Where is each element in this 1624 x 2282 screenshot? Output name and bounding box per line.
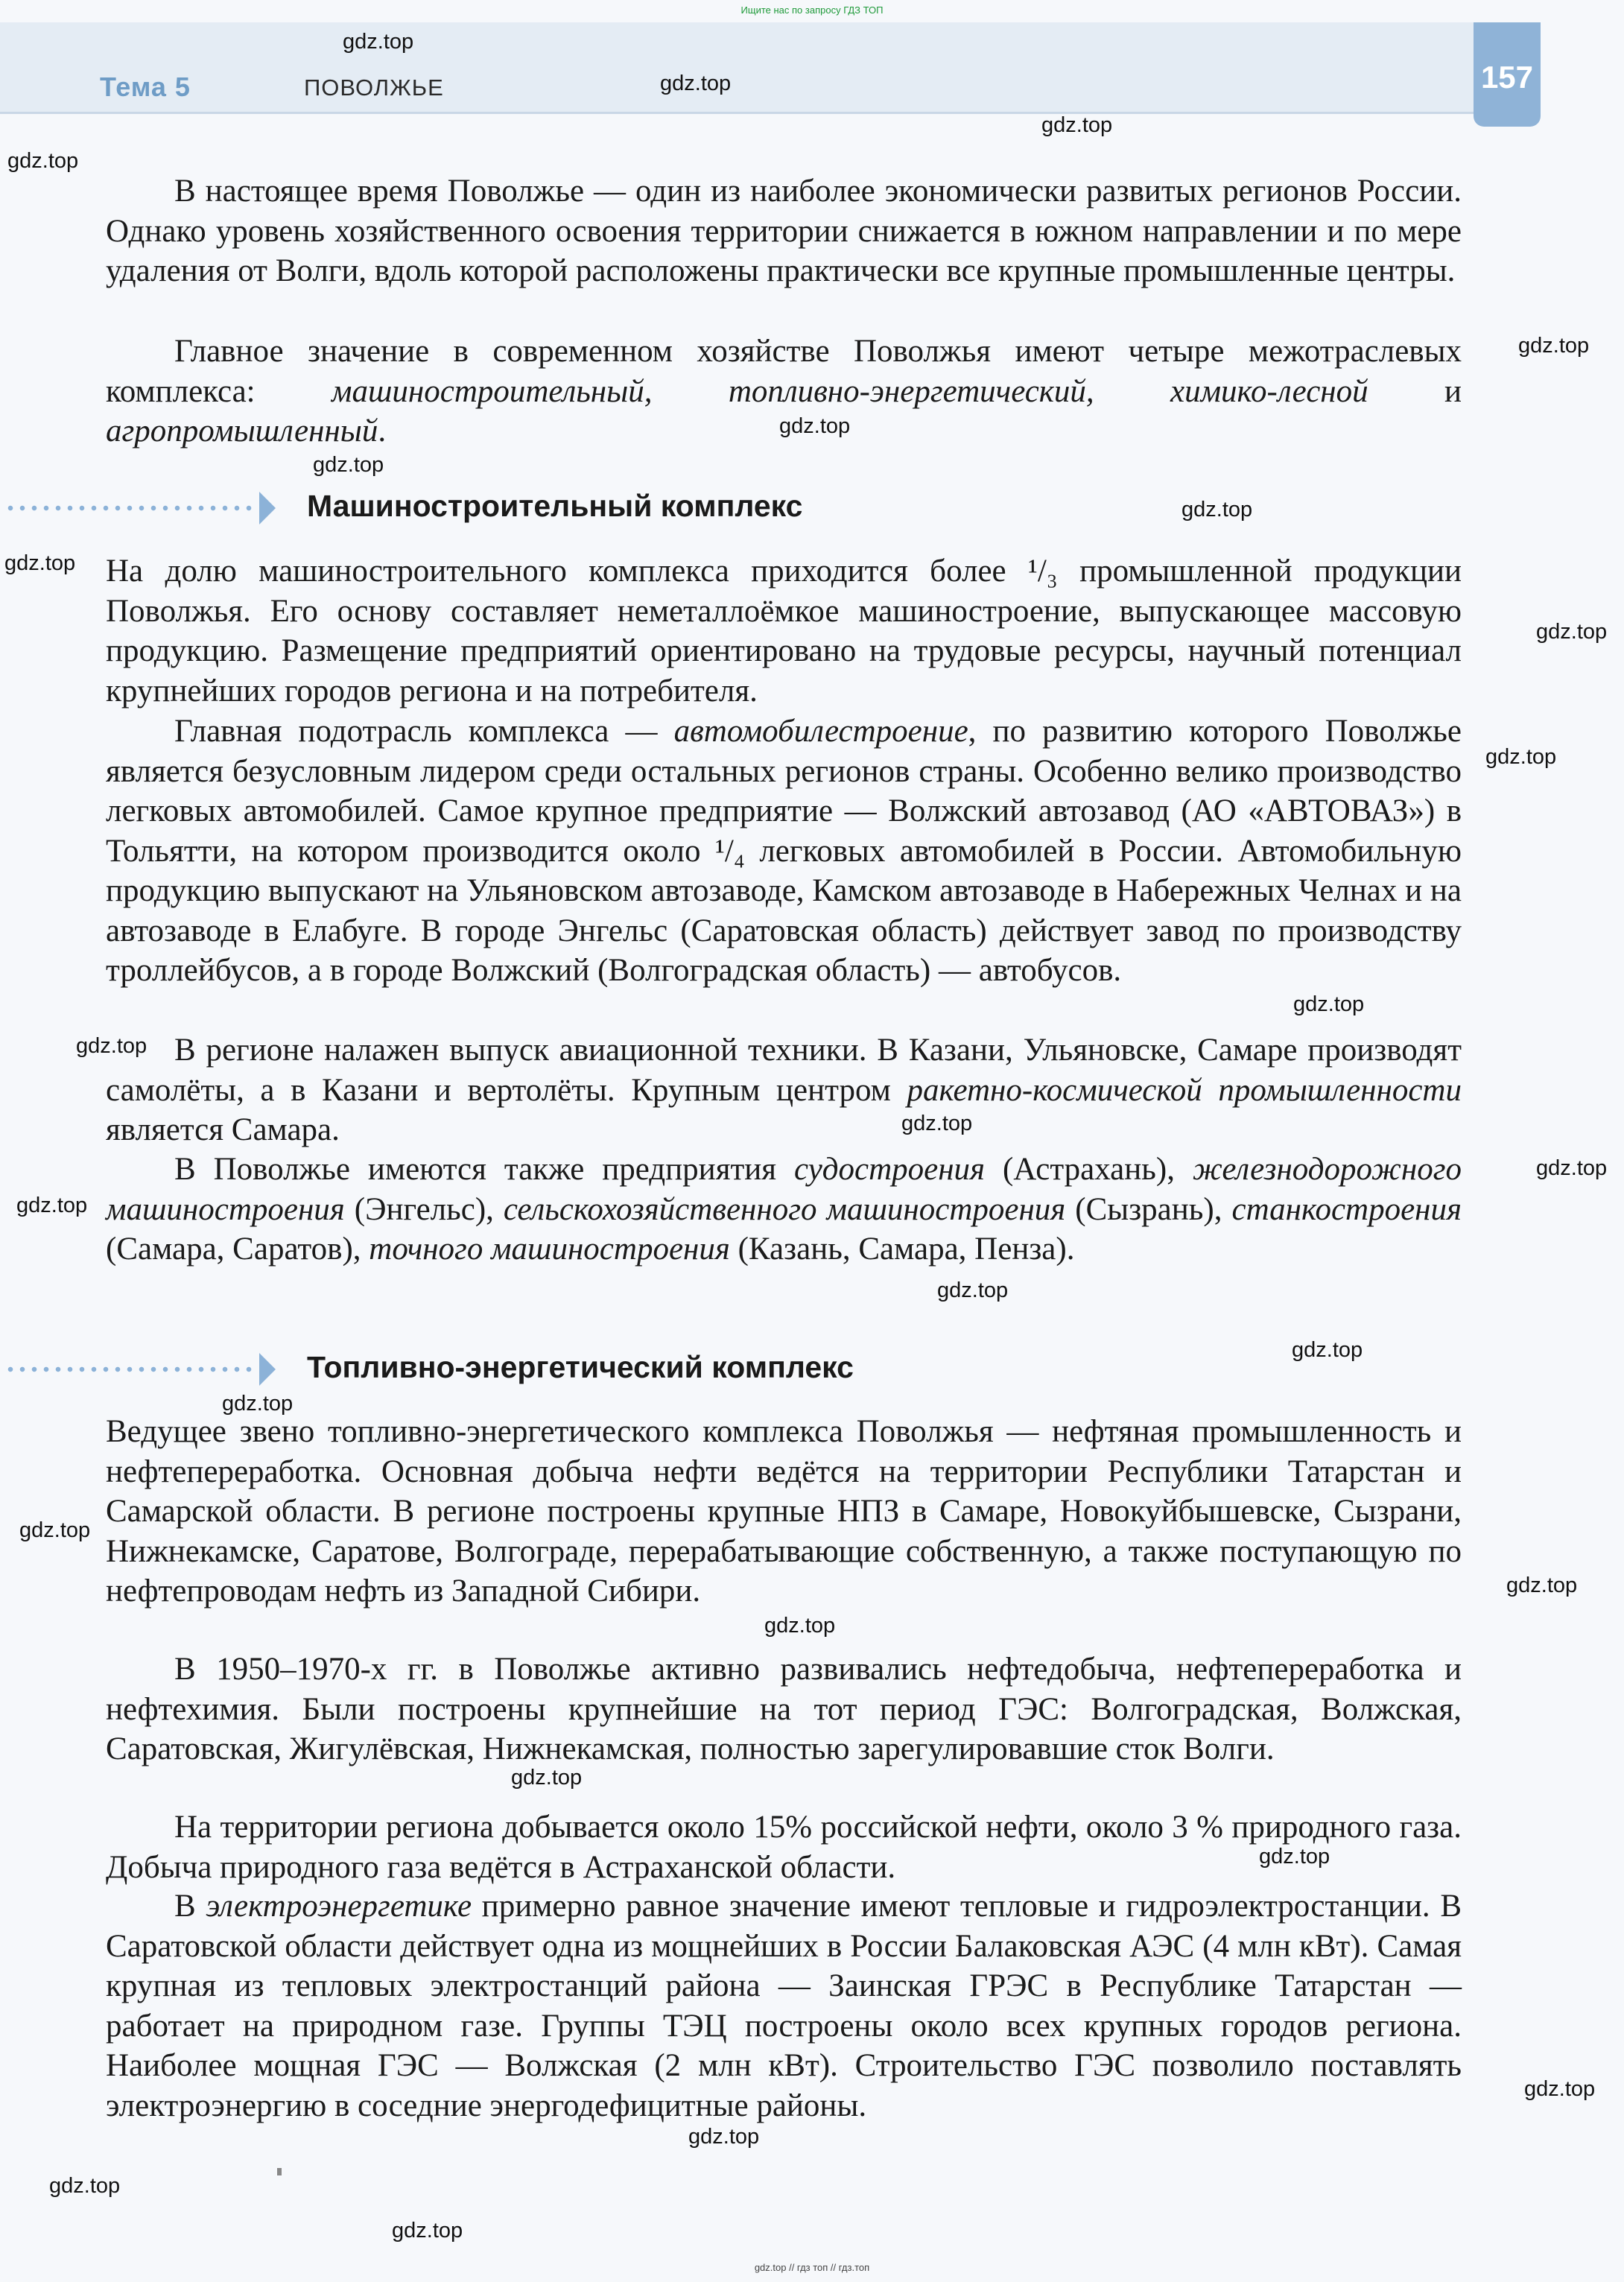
watermark: gdz.top	[76, 1034, 148, 1058]
intro-paragraph-1: В настоящее время Поволжье — один из наиболее экономически развитых регионов России. Однако уровень хозяйственного освоения территории снижается в южном направлении и по мере удаления от Волги, вдоль которой расположены практически все крупные промышленные центры.	[106, 174, 1462, 288]
top-note: Ищите нас по запросу ГДЗ ТОП	[740, 4, 884, 16]
arrow-icon	[259, 1353, 276, 1386]
machine-paragraph-1: На долю машиностроительного комплекса приходится более ¹/₃ промышленной продукции Поволжья. Его основу составляет неметаллоёмкое машиностроение, выпускающее массовую продукцию. Размещение предприятий ориентировано на трудовые ресурсы, научный потенциал крупнейших городов региона и на потребителя.	[106, 554, 1462, 709]
watermark: gdz.top	[688, 2125, 760, 2149]
watermark: gdz.top	[392, 2219, 463, 2243]
section-title: Машиностроительный комплекс	[307, 489, 803, 523]
watermark: gdz.top	[1485, 745, 1557, 769]
watermark: gdz.top	[1181, 498, 1253, 522]
watermark: gdz.top	[16, 1194, 88, 1217]
watermark: gdz.top	[4, 551, 76, 575]
watermark: gdz.top	[1259, 1845, 1330, 1869]
energy-paragraph-1: Ведущее звено топливно-энергетического комплекса Поволжья — нефтяная промышленность и нефтепереработка. Основная добыча нефти ведётся на территории Республики Татарстан и Самарской области. В регионе построены крупные НПЗ в Самаре, Новокуйбышевске, Сызрани, Нижнекамске, Саратове, Волгограде, перерабатывающие собственную, а также поступающую по нефтепроводам нефть из Западной Сибири.	[106, 1414, 1462, 1609]
watermark: gdz.top	[779, 414, 851, 438]
energy-paragraph-3: На территории региона добывается около 15% российской нефти, около 3 % природного газа. Добыча природного газа ведётся в Астраханской области.	[106, 1810, 1462, 1885]
watermark: gdz.top	[1292, 1338, 1363, 1362]
watermark: gdz.top	[901, 1112, 973, 1135]
watermark: gdz.top	[937, 1278, 1009, 1302]
region-title: ПОВОЛЖЬЕ	[304, 75, 444, 101]
watermark: gdz.top	[1524, 2077, 1596, 2101]
watermark: gdz.top	[511, 1766, 583, 1790]
machine-paragraph-3: В регионе налажен выпуск авиационной техники. В Казани, Ульяновске, Самаре производят самолёты, а в Казани и вертолёты. Крупным центром ракетно-космической промышленности является Самара.	[106, 1033, 1462, 1147]
watermark: gdz.top	[313, 453, 384, 477]
watermark: gdz.top	[660, 72, 732, 95]
watermark: gdz.top	[1041, 113, 1113, 137]
watermark: gdz.top	[7, 149, 79, 173]
watermark: gdz.top	[1536, 1156, 1608, 1180]
header-rule	[0, 112, 1535, 114]
watermark: gdz.top	[222, 1392, 294, 1416]
intro-paragraph-2: Главное значение в современном хозяйстве Поволжья имеют четыре межотраслевых комплекса: машиностроительный, топливно-энергетический, химико-лесной и агропромышленный.	[106, 334, 1462, 449]
topic-label: Тема 5	[100, 72, 191, 102]
section-title: Топливно-энергетический комплекс	[307, 1350, 854, 1384]
watermark: gdz.top	[1536, 620, 1608, 644]
energy-paragraph-2: В 1950–1970-х гг. в Поволжье активно развивались нефтедобыча, нефтепереработка и нефтехимия. Были построены крупнейшие на тот период ГЭС: Волгоградская, Волжская, Саратовская, Жигулёвская, Нижнекамская, полностью зарегулировавшие сток Волги.	[106, 1652, 1462, 1766]
watermark: gdz.top	[19, 1518, 91, 1542]
machine-paragraph-4: В Поволжье имеются также предприятия судостроения (Астрахань), железнодорожного машиностроения (Энгельс), сельскохозяйственного машиностроения (Сызрань), станкостроения (Самара, Саратов), точного машиностроения (Казань, Самара, Пенза).	[106, 1152, 1462, 1267]
header-band	[0, 22, 1474, 112]
watermark: gdz.top	[764, 1614, 836, 1638]
page-number: 157	[1480, 60, 1534, 95]
arrow-icon	[259, 492, 276, 524]
energy-paragraph-4: В электроэнергетике примерно равное значение имеют тепловые и гидроэлектростанции. В Саратовской области действует одна из мощнейших в России Балаковская АЭС (4 млн кВт). Самая крупная из тепловых электростанций района — Заинская ГРЭС в Республике Татарстан — работает на природном газе. Группы ТЭЦ построены около всех крупных городов региона. Наиболее мощная ГЭС — Волжская (2 млн кВт). Строительство ГЭС позволило поставлять электроэнергию в соседние энергодефицитные районы.	[106, 1889, 1462, 2123]
bottom-note: gdz.top // гдз топ // гдз.топ	[754, 2262, 870, 2273]
machine-paragraph-2: Главная подотрасль комплекса — автомобилестроение, по развитию которого Поволжье является безусловным лидером среди остальных регионов страны. Особенно велико производство легковых автомобилей. Самое крупное предприятие — Волжский автозавод (АО «АВТОВАЗ») в Тольятти, на котором производится около ¹/₄ легковых автомобилей в России. Автомобильную продукцию выпускают на Ульяновском автозаводе, Камском автозаводе в Набережных Челнах и на автозаводе в Елабуге. В городе Энгельс (Саратовская область) действует завод по производству троллейбусов, а в городе Волжский (Волгоградская область) — автобусов.	[106, 714, 1462, 988]
scan-mark	[277, 2168, 282, 2175]
dotted-line	[4, 505, 255, 511]
watermark: gdz.top	[1293, 992, 1365, 1016]
dotted-line	[4, 1366, 255, 1372]
watermark: gdz.top	[343, 30, 414, 54]
watermark: gdz.top	[49, 2174, 121, 2198]
watermark: gdz.top	[1506, 1573, 1578, 1597]
watermark: gdz.top	[1518, 334, 1590, 358]
